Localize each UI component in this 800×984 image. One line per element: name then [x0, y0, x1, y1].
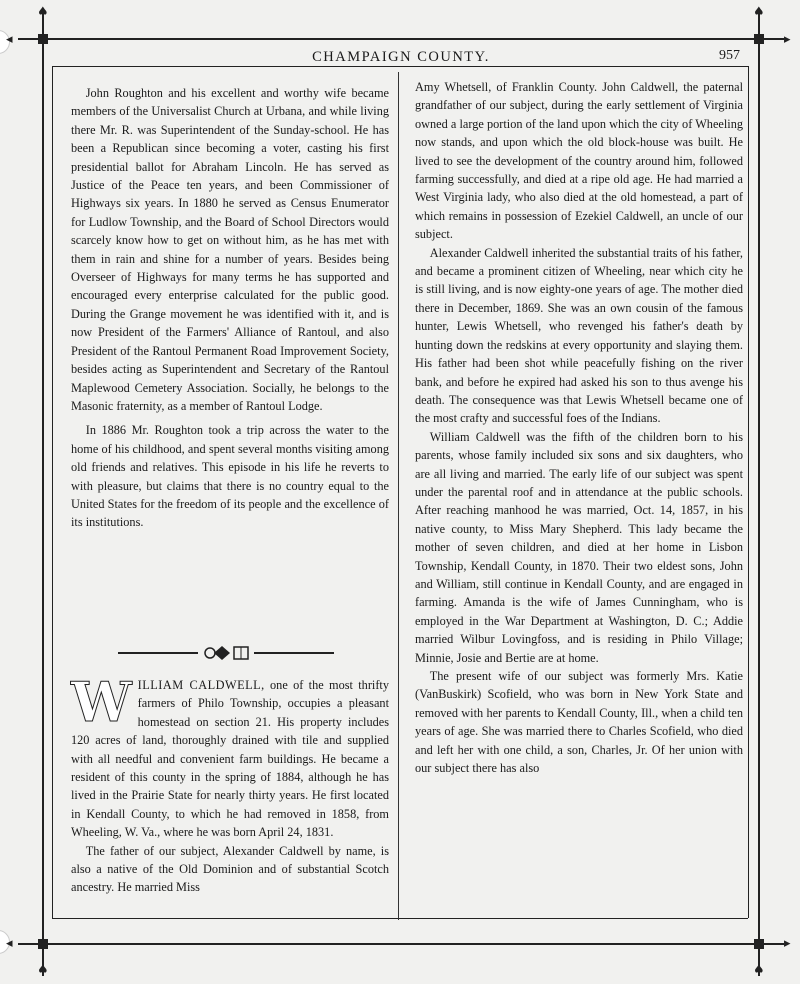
ornamental-rule [118, 642, 334, 664]
left-column [71, 84, 389, 532]
corner-ornament-tl [38, 34, 48, 44]
corner-ornament-bl [38, 939, 48, 949]
spade-icon: ▸ [784, 32, 791, 47]
spade-icon: ◂ [6, 936, 13, 951]
subject-name: ILLIAM CALDWELL, [137, 678, 265, 692]
paragraph: The father of our subject, Alexander Caldwell by name, is also a native of the Old Dominion and of substantial Scotch ancestry. He married Miss [71, 843, 389, 895]
paragraph: Alexander Caldwell inherited the substantial traits of his father, and became a prominent citizen of Wheeling, near which city he is still living, and is now eighty-one years of age. The mother died there in December, 1869. She was an own cousin of the famous hunter, Lewis Whetsell, who revenged his father's death by hunting down the redskins at every opportunity and slaying them. His father had been shot while peacefully fishing on the river bank, and before he expired had asked his son to thus avenge his death. The consequence was that Lewis Whetsell became one of the most crafty and successful foes of the Indians. [415, 245, 743, 426]
paragraph: The present wife of our subject was formerly Mrs. Katie (VanBuskirk) Scofield, who was born in New York State and removed with her parents to Kendall County, Ill., when a child ten years of age. She was married there to Charles Scofield, who died and left her with one child, a son, Charles, Jr. Of her union with our subject there has also [415, 669, 743, 776]
biography-william-caldwell [71, 670, 389, 897]
paragraph: John Roughton and his excellent and worthy wife became members of the Universalist Church at Urbana, and while living there Mr. R. was Superintendent of the Sunday-school. He has been a Republican since becoming a voter, casting his first presidential ballot for Abraham Lincoln. He has served as Justice of the Peace ten years, and been Commissioner of Highways six years. In 1880 he served as Census Enumerator for Ludlow Township, and the Board of School Directors would scarcely know how to get on without him, as he has met with them in rain and shine for a number of years. Besides being Overseer of Highways for many terms he has supported and encouraged every enterprise calculated for the public good. During the Grange movement he was identified with it, and is now President of the Farmers' Alliance of Rantoul, and also President of the Rantoul Permanent Road Improvement Society, besides acting as Superintendent and Secretary of the Rantoul Maplewood Cemetery Association. Socially, he belongs to the Masonic fraternity, as a member of Rantoul Lodge. [71, 86, 389, 413]
running-header [62, 48, 740, 70]
spade-icon: ♠ [37, 5, 49, 20]
paragraph: Amy Whetsell, of Franklin County. John Caldwell, the paternal grandfather of our subject, during the early settlement of Virginia owned a large portion of the land upon which the city of Wheeling now stands, and upon which the old block-house was built. He lived to see the development of the country around him, followed farming successfully, and died at a ripe old age. He had married a West Virginia lady, who also died at the old homestead, a part of which remains in possession of Ezekiel Caldwell, an uncle of our subject. [415, 80, 743, 242]
spade-icon: ♠ [37, 963, 49, 978]
drop-cap: W [71, 670, 132, 734]
spade-icon: ◂ [6, 32, 13, 47]
paragraph-text: one of the most thrifty farmers of Philo Township, occupies a pleasant homestead on section 21. His property includes 120 acres of land, thoroughly drained with tile and supplied with all needful and convenient farm buildings. He became a resident of this county in the spring of 1884, although he has lived in the Prairie State for nearly thirty years. He first located in Kendall County, to which he had removed in 1858, from Wheeling, W. Va., where he was born April 24, 1831. [71, 678, 389, 840]
column-divider [398, 72, 399, 920]
paragraph: William Caldwell was the fifth of the children born to his parents, whose family included six sons and six daughters, who are all living and married. The early life of our subject was spent under the parental roof and in attendance at the public schools. After reaching manhood he was married, Oct. 14, 1857, in his native county, to Miss Mary Shepherd. This lady became the mother of seven children, and died at her home in Lisbon Township, Kendall County, in 1870. Their two eldest sons, John and William, still continue in Kendall County, and are engaged in farming. Amanda is the wife of James Cunningham, who is employed in the War Department at Washington, D. C.; Addie married Wilbur Lovingfoss, and is residing in Philo Village; Minnie, Josie and Bertie are at home. [415, 429, 743, 665]
page-number: 957 [719, 48, 740, 63]
right-column [415, 78, 743, 777]
paragraph: In 1886 Mr. Roughton took a trip across the water to the home of his childhood, and spent several months visiting among old friends and relatives. This episode in his life he reverts to with pleasure, but claims that there is no country equal to the United States for the freedom of its people and the excellence of its institutions. [71, 423, 389, 530]
corner-ornament-tr [754, 34, 764, 44]
paragraph [71, 670, 389, 842]
corner-ornament-br [754, 939, 764, 949]
running-title: CHAMPAIGN COUNTY. [312, 49, 490, 65]
spade-icon: ♠ [753, 963, 765, 978]
spade-icon: ♠ [753, 5, 765, 20]
spade-icon: ▸ [784, 936, 791, 951]
